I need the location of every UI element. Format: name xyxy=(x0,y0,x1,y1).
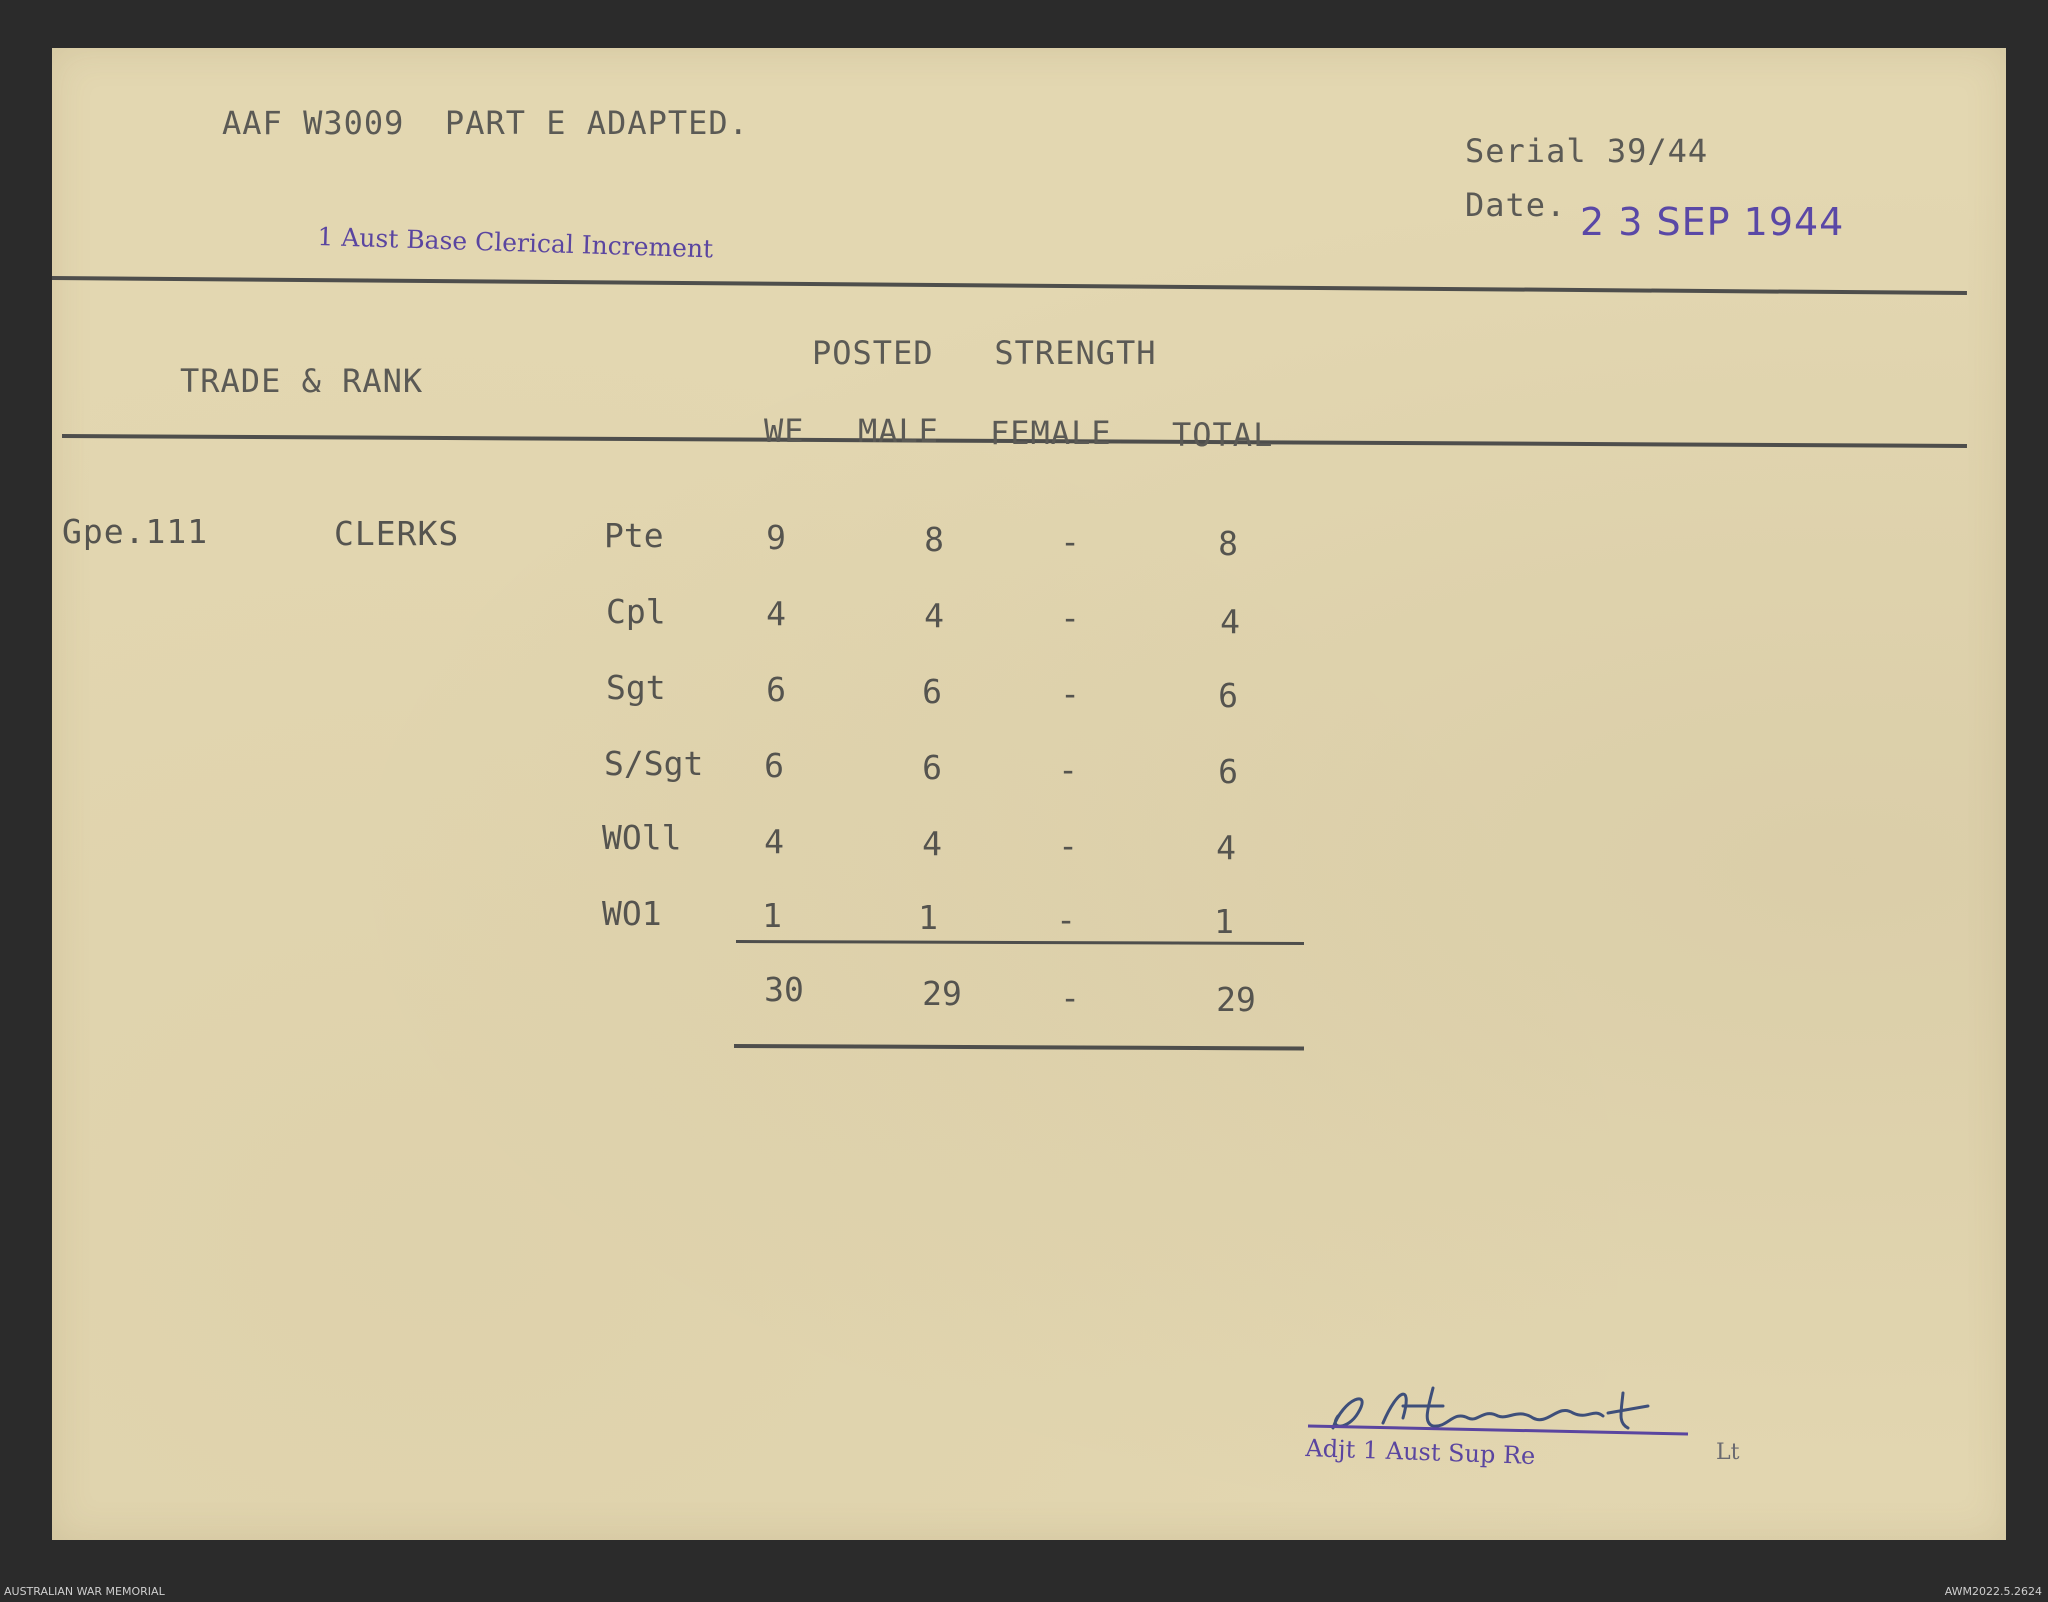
rank-label: WO1 xyxy=(602,894,662,933)
rank-label: Cpl xyxy=(606,592,666,631)
form-code: AAF W3009 PART E ADAPTED. xyxy=(222,104,749,142)
total-value: 4 xyxy=(1220,602,1240,641)
we-value: 1 xyxy=(762,896,782,935)
we-header: WE xyxy=(764,412,805,450)
rank-label: S/Sgt xyxy=(604,744,704,783)
total-value: 6 xyxy=(1218,752,1238,791)
date-label: Date. xyxy=(1465,186,1567,224)
rank-label: WOll xyxy=(602,818,682,857)
female-value: - xyxy=(1058,750,1078,789)
total-value: 6 xyxy=(1218,676,1238,715)
we-value: 6 xyxy=(766,670,786,709)
grand-total: 29 xyxy=(1216,980,1256,1019)
we-value: 6 xyxy=(764,746,784,785)
document-sheet xyxy=(52,48,2006,1540)
rank-label: Pte xyxy=(604,516,664,555)
date-stamp: 2 3 SEP 1944 xyxy=(1580,200,1845,244)
male-value: 6 xyxy=(922,748,942,787)
female-value: - xyxy=(1060,522,1080,561)
unit-stamp: 1 Aust Base Clerical Increment xyxy=(317,222,714,264)
adjutant-stamp: Adjt 1 Aust Sup Re xyxy=(1305,1434,1536,1471)
male-value: 1 xyxy=(918,898,938,937)
total-value: 1 xyxy=(1214,902,1234,941)
total-value: 4 xyxy=(1216,828,1236,867)
total-header: TOTAL xyxy=(1172,416,1274,454)
rank-label: Sgt xyxy=(606,668,666,707)
serial-number: Serial 39/44 xyxy=(1465,132,1709,170)
posted-strength-header: POSTED STRENGTH xyxy=(812,334,1157,372)
male-value: 4 xyxy=(922,824,942,863)
female-value: - xyxy=(1058,826,1078,865)
male-total: 29 xyxy=(922,974,962,1013)
female-value: - xyxy=(1060,598,1080,637)
male-value: 8 xyxy=(924,520,944,559)
female-total: - xyxy=(1060,978,1080,1017)
trade-rank-header: TRADE & RANK xyxy=(180,362,424,400)
female-value: - xyxy=(1060,674,1080,713)
rank-suffix: Lt xyxy=(1716,1440,1740,1465)
trade-name: CLERKS xyxy=(334,514,460,553)
we-value: 4 xyxy=(764,822,784,861)
we-value: 4 xyxy=(766,594,786,633)
we-total: 30 xyxy=(764,970,804,1009)
female-header: FEMALE xyxy=(990,414,1112,452)
male-value: 4 xyxy=(924,596,944,635)
group-code: Gpe.111 xyxy=(62,512,209,551)
female-value: - xyxy=(1056,900,1076,939)
total-value: 8 xyxy=(1218,524,1238,563)
we-value: 9 xyxy=(766,518,786,557)
footer-credit: AUSTRALIAN WAR MEMORIAL xyxy=(4,1585,165,1598)
male-header: MALE xyxy=(858,412,940,450)
footer-accession: AWM2022.5.2624 xyxy=(1944,1585,2042,1598)
male-value: 6 xyxy=(922,672,942,711)
